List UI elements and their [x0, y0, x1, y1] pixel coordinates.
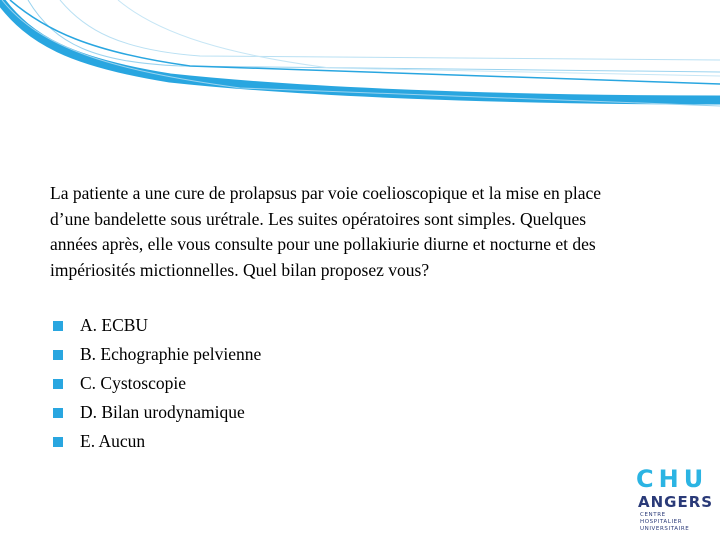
answer-label: E. Aucun: [80, 431, 146, 451]
logo-subtitle-line-1: CENTRE HOSPITALIER: [640, 512, 683, 525]
question-line-3: années après, elle vous consulte pour une pollakiurie diurne et nocturne et des: [50, 234, 596, 254]
question-line-2: d’une bandelette sous urétrale. Les suites opératoires sont simples. Quelques: [50, 208, 587, 229]
answer-option-b[interactable]: [50, 340, 261, 369]
logo-subtitle-line-2: UNIVERSITAIRE: [640, 526, 690, 532]
answer-option-a[interactable]: [50, 311, 261, 340]
square-bullet-icon: [53, 379, 63, 389]
answer-list: [50, 311, 261, 456]
logo-subtitle: [640, 512, 710, 533]
question-line-1: La patiente a une cure de prolapsus par voie coelioscopique et la mise en place: [50, 183, 602, 203]
logo-chu-text: CHU: [636, 465, 709, 493]
answer-option-c[interactable]: [50, 369, 261, 398]
logo-city-text: ANGERS: [638, 493, 714, 511]
answer-label: A. ECBU: [80, 315, 149, 335]
square-bullet-icon: [53, 350, 63, 360]
square-bullet-icon: [53, 408, 63, 418]
answer-option-e[interactable]: [50, 427, 261, 456]
answer-option-d[interactable]: [50, 398, 261, 427]
question-text: [50, 181, 690, 283]
chu-angers-logo: [636, 465, 714, 532]
header-swoosh-decoration: [0, 0, 720, 120]
answer-label: B. Echographie pelvienne: [80, 344, 262, 364]
answer-label: D. Bilan urodynamique: [80, 402, 245, 422]
question-line-4: impériosités mictionnelles. Quel bilan proposez vous?: [50, 259, 430, 280]
square-bullet-icon: [53, 321, 63, 331]
square-bullet-icon: [53, 437, 63, 447]
answer-label: C. Cystoscopie: [80, 373, 186, 393]
